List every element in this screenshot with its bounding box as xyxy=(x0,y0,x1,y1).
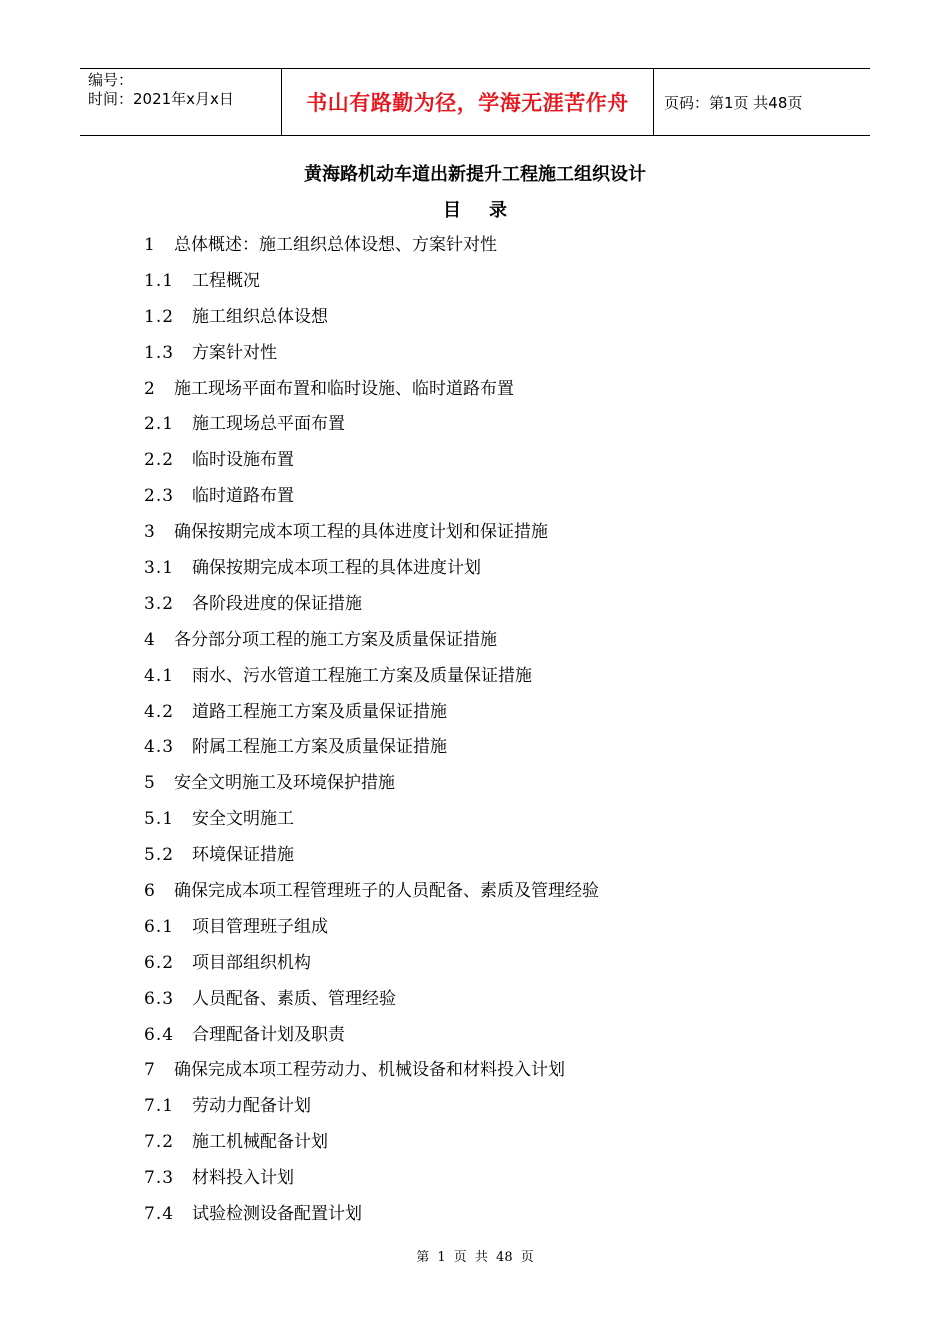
toc-entry-text: 临时道路布置 xyxy=(192,486,294,507)
toc-entry-text: 各阶段进度的保证措施 xyxy=(192,593,362,614)
toc-entry xyxy=(144,1089,599,1125)
toc-entry xyxy=(144,587,599,623)
toc-entry-number: 2.2 xyxy=(144,450,175,471)
toc-entry-text: 项目部组织机构 xyxy=(192,952,311,973)
toc-entry xyxy=(144,551,599,587)
toc-entry-number: 6 xyxy=(144,881,155,902)
toc-entry-text: 施工机械配备计划 xyxy=(192,1132,328,1153)
toc-entry xyxy=(144,407,599,443)
toc-entry-number: 3.1 xyxy=(144,558,175,579)
toc-entry-number: 7 xyxy=(144,1060,155,1081)
toc-entry-text: 各分部分项工程的施工方案及质量保证措施 xyxy=(174,629,497,650)
toc-entry xyxy=(144,838,599,874)
toc-entry-text: 安全文明施工 xyxy=(192,809,294,830)
toc-entry-number: 1.3 xyxy=(144,342,175,363)
toc-entry xyxy=(144,1161,599,1197)
toc-entry-number: 2.1 xyxy=(144,414,175,435)
toc-entry-number: 7.4 xyxy=(144,1204,175,1225)
toc-entry-text: 确保按期完成本项工程的具体进度计划 xyxy=(192,558,481,579)
toc-entry-number: 7.3 xyxy=(144,1168,175,1189)
toc-entry-number: 5 xyxy=(144,773,155,794)
toc-entry-text: 道路工程施工方案及质量保证措施 xyxy=(192,701,447,722)
document-title: 黄海路机动车道出新提升工程施工组织设计 xyxy=(304,164,646,185)
toc-entry xyxy=(144,874,599,910)
toc-entry-text: 项目管理班子组成 xyxy=(192,916,328,937)
toc-entry-text: 环境保证措施 xyxy=(192,845,294,866)
toc-entry xyxy=(144,695,599,731)
toc-entry-text: 雨水、污水管道工程施工方案及质量保证措施 xyxy=(192,665,532,686)
toc-entry-text: 材料投入计划 xyxy=(192,1168,294,1189)
toc-entry-text: 总体概述：施工组织总体设想、方案针对性 xyxy=(174,235,497,255)
toc-entry-number: 1.1 xyxy=(144,270,175,291)
toc-entry xyxy=(144,228,599,264)
toc-entry xyxy=(144,264,599,300)
toc-entry xyxy=(144,1053,599,1089)
header-page-info: 页码：第1页 共48页 xyxy=(664,93,803,112)
toc-entry-number: 4 xyxy=(144,629,155,650)
toc-entry xyxy=(144,623,599,659)
header-meta-cell xyxy=(80,69,282,135)
table-of-contents xyxy=(144,228,599,1233)
toc-entry-text: 安全文明施工及环境保护措施 xyxy=(174,773,395,794)
toc-entry xyxy=(144,372,599,408)
toc-entry xyxy=(144,659,599,695)
header-table xyxy=(80,68,870,136)
toc-entry xyxy=(144,730,599,766)
toc-entry-number: 6.3 xyxy=(144,988,175,1009)
toc-entry-number: 6.2 xyxy=(144,952,175,973)
toc-entry-text: 确保完成本项工程管理班子的人员配备、素质及管理经验 xyxy=(174,881,599,902)
toc-entry xyxy=(144,946,599,982)
page-footer: 第 1 页 共 48 页 xyxy=(416,1250,534,1265)
toc-heading: 目录 xyxy=(443,200,535,221)
toc-entry-text: 施工现场平面布置和临时设施、临时道路布置 xyxy=(174,378,514,399)
toc-entry-text: 施工现场总平面布置 xyxy=(192,414,345,435)
toc-entry-number: 4.3 xyxy=(144,737,175,758)
toc-entry-text: 劳动力配备计划 xyxy=(192,1096,311,1117)
toc-entry-number: 6.4 xyxy=(144,1024,175,1045)
toc-entry-number: 1 xyxy=(144,235,155,255)
toc-entry xyxy=(144,443,599,479)
toc-entry xyxy=(144,479,599,515)
toc-entry-number: 1.2 xyxy=(144,306,175,327)
toc-entry-text: 合理配备计划及职责 xyxy=(192,1024,345,1045)
toc-entry xyxy=(144,336,599,372)
toc-entry-number: 5.2 xyxy=(144,845,175,866)
toc-entry xyxy=(144,1018,599,1054)
toc-entry-number: 2.3 xyxy=(144,486,175,507)
toc-entry xyxy=(144,300,599,336)
toc-entry-number: 5.1 xyxy=(144,809,175,830)
toc-entry-text: 施工组织总体设想 xyxy=(192,306,328,327)
header-motto: 书山有路勤为径，学海无涯苦作舟 xyxy=(282,69,654,135)
time-label: 时间：2021年x月x日 xyxy=(88,90,234,108)
toc-entry xyxy=(144,910,599,946)
toc-entry xyxy=(144,1197,599,1233)
toc-entry-number: 6.1 xyxy=(144,916,175,937)
toc-entry xyxy=(144,1125,599,1161)
toc-entry xyxy=(144,515,599,551)
toc-entry-text: 试验检测设备配置计划 xyxy=(192,1204,362,1225)
toc-entry-number: 4.2 xyxy=(144,701,175,722)
toc-entry-number: 2 xyxy=(144,378,155,399)
toc-entry-number: 3.2 xyxy=(144,593,175,614)
toc-entry-text: 确保按期完成本项工程的具体进度计划和保证措施 xyxy=(174,522,548,543)
toc-entry xyxy=(144,982,599,1018)
toc-entry-number: 7.1 xyxy=(144,1096,175,1117)
toc-entry-number: 7.2 xyxy=(144,1132,175,1153)
toc-entry-text: 临时设施布置 xyxy=(192,450,294,471)
toc-entry-number: 3 xyxy=(144,522,155,543)
toc-entry xyxy=(144,802,599,838)
toc-entry-text: 附属工程施工方案及质量保证措施 xyxy=(192,737,447,758)
number-label: 编号： xyxy=(88,71,134,89)
toc-entry-text: 确保完成本项工程劳动力、机械设备和材料投入计划 xyxy=(174,1060,565,1081)
toc-entry xyxy=(144,766,599,802)
toc-entry-text: 人员配备、素质、管理经验 xyxy=(192,988,396,1009)
toc-entry-text: 工程概况 xyxy=(192,270,260,291)
toc-entry-text: 方案针对性 xyxy=(192,342,277,363)
toc-entry-number: 4.1 xyxy=(144,665,175,686)
